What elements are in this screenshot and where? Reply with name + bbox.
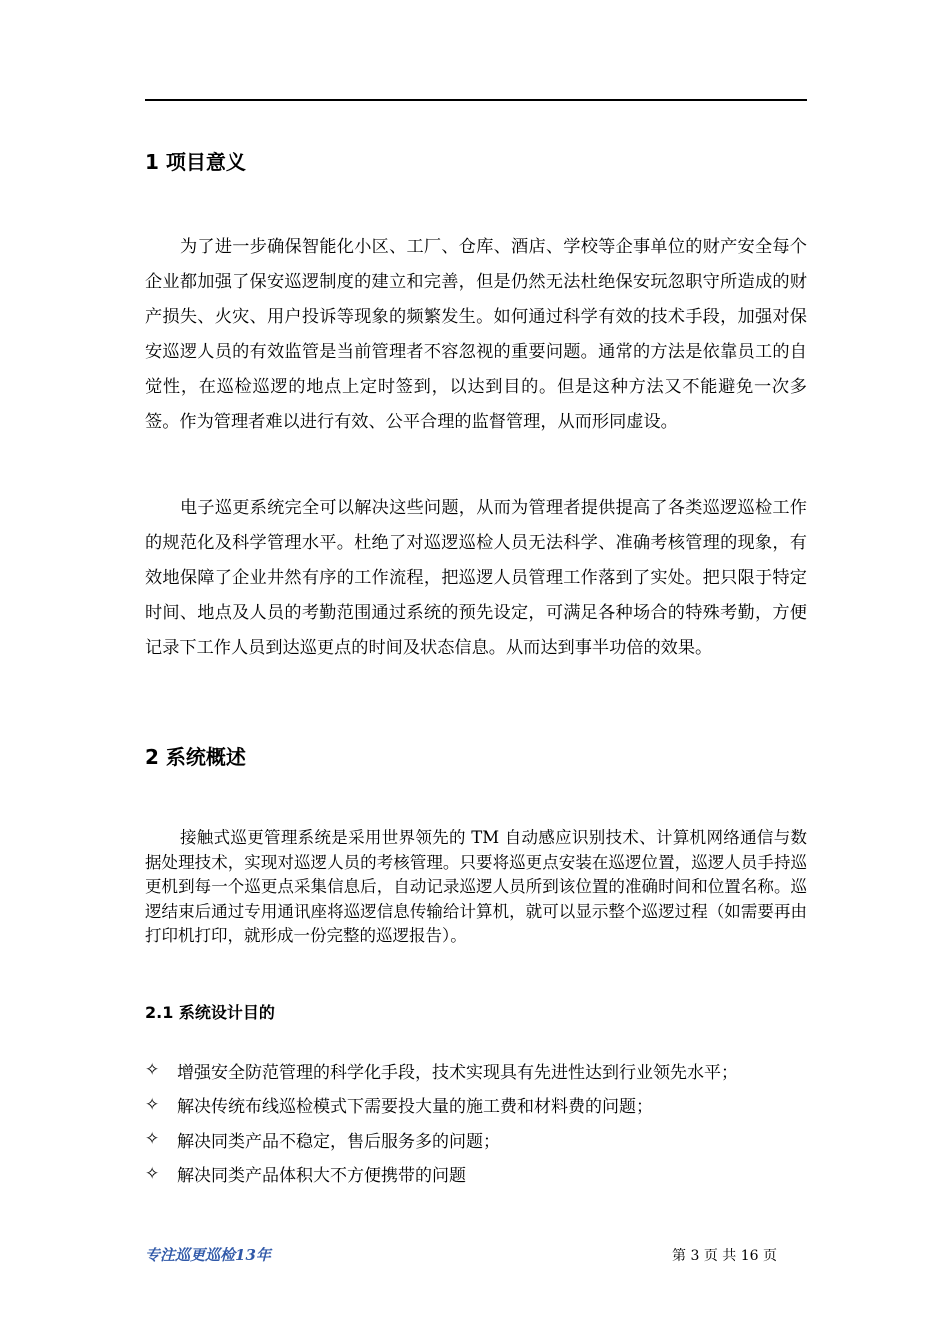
footer-slogan: 专注巡更巡检13年 <box>145 1246 271 1264</box>
list-item-text: 增强安全防范管理的科学化手段，技术实现具有先进性达到行业领先水平； <box>177 1062 738 1083</box>
footer-page-number: 第 3 页 共 16 页 <box>672 1248 777 1264</box>
diamond-bullet-icon: ✧ <box>145 1060 160 1081</box>
header-rule <box>145 99 807 101</box>
diamond-bullet-icon: ✧ <box>145 1163 160 1184</box>
list-item <box>145 1088 807 1123</box>
list-item <box>145 1122 807 1157</box>
section-2-1-heading: 2.1 系统设计目的 <box>145 1003 275 1022</box>
diamond-bullet-icon: ✧ <box>145 1129 160 1150</box>
section-2-heading: 2 系统概述 <box>145 745 246 769</box>
section-1-heading: 1 项目意义 <box>145 150 246 174</box>
section-1-paragraph-2: 电子巡更系统完全可以解决这些问题，从而为管理者提供提高了各类巡逻巡检工作的规范化及科学管理水平。杜绝了对巡逻巡检人员无法科学、准确考核管理的现象，有效地保障了企业井然有序的工作流程，把巡逻人员管理工作落到了实处。把只限于特定时间、地点及人员的考勤范围通过系统的预先设定，可满足各种场合的特殊考勤，方便记录下工作人员到达巡更点的时间及状态信息。从而达到事半功倍的效果。 <box>145 498 807 658</box>
section-1-paragraph-1: 为了进一步确保智能化小区、工厂、仓库、酒店、学校等企事单位的财产安全每个企业都加强了保安巡逻制度的建立和完善，但是仍然无法杜绝保安玩忽职守所造成的财产损失、火灾、用户投诉等现象的频繁发生。如何通过科学有效的技术手段，加强对保安巡逻人员的有效监管是当前管理者不容忽视的重要问题。通常的方法是依靠员工的自觉性，在巡检巡逻的地点上定时签到，以达到目的。但是这种方法又不能避免一次多签。作为管理者难以进行有效、公平合理的监督管理，从而形同虚设。 <box>145 237 807 432</box>
design-goals-list <box>145 1053 807 1191</box>
list-item-text: 解决传统布线巡检模式下需要投大量的施工费和材料费的问题； <box>177 1097 653 1118</box>
diamond-bullet-icon: ✧ <box>145 1094 160 1115</box>
list-item-text: 解决同类产品不稳定，售后服务多的问题； <box>177 1131 500 1152</box>
section-2-paragraph: 接触式巡更管理系统是采用世界领先的 TM 自动感应识别技术、计算机网络通信与数据处理技术，实现对巡逻人员的考核管理。只要将巡更点安装在巡逻位置，巡逻人员手持巡更机到每一个巡更点采集信息后，自动记录巡逻人员所到该位置的准确时间和位置名称。巡逻结束后通过专用通讯座将巡逻信息传输给计算机，就可以显示整个巡逻过程（如需要再由打印机打印，就形成一份完整的巡逻报告）。 <box>145 828 807 945</box>
list-item <box>145 1053 807 1088</box>
list-item <box>145 1157 807 1192</box>
list-item-text: 解决同类产品体积大不方便携带的问题 <box>177 1166 466 1187</box>
